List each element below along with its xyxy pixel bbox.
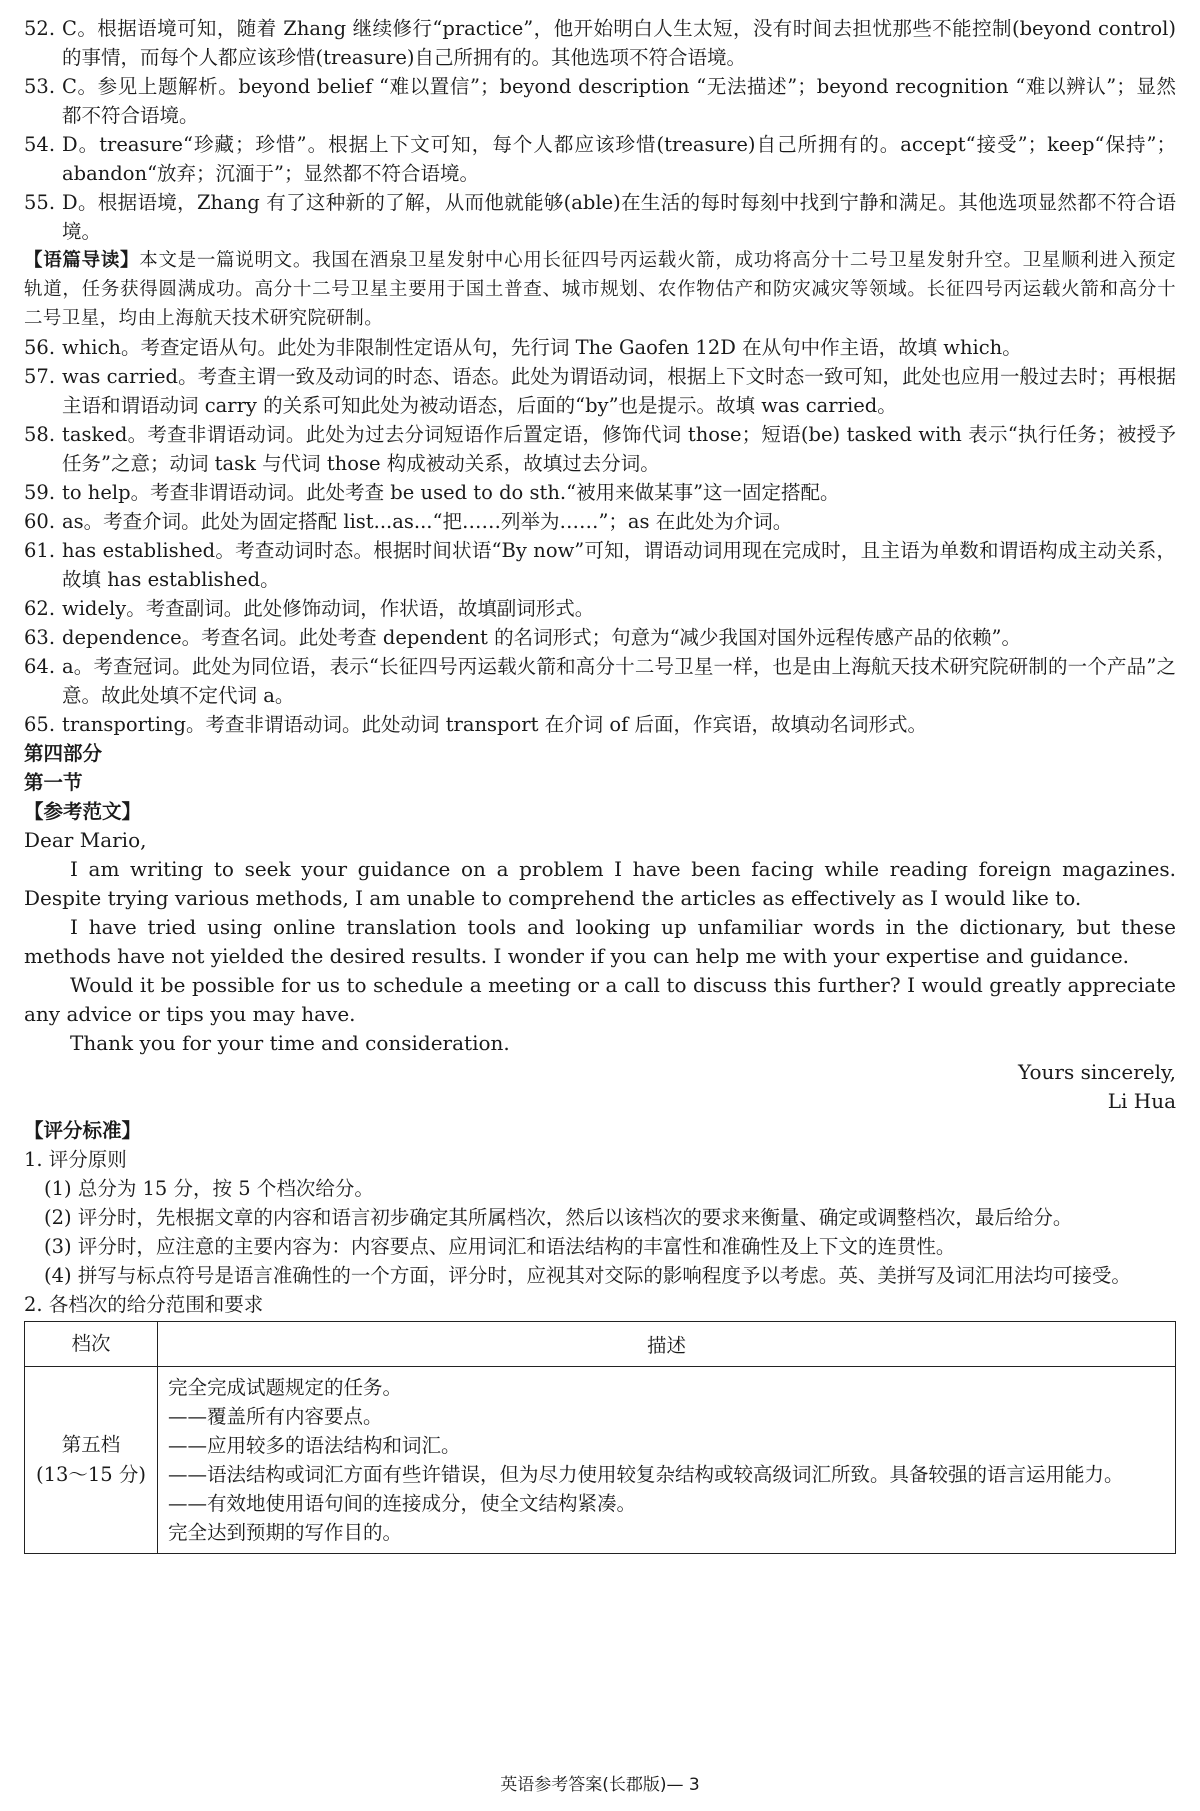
answer-number: 54. (24, 133, 56, 156)
answer-number: 65. (24, 713, 56, 736)
criteria-label: 【评分标准】 (24, 1119, 142, 1142)
description-line: 完全完成试题规定的任务。 (168, 1376, 403, 1399)
answer-item (24, 536, 1176, 594)
sample-label: 【参考范文】 (24, 800, 142, 823)
answer-item (24, 594, 1176, 623)
answer-item (24, 188, 1176, 246)
answer-text: has established。考查动词时态。根据时间状语“By now”可知，谓语动词用现在完成时，且主语为单数和谓语构成主动关系，故填 has established。 (62, 539, 1176, 591)
answer-item (24, 507, 1176, 536)
criteria-subitem: (4) 拼写与标点符号是语言准确性的一个方面，评分时，应视其对交际的影响程度予以考虑。英、美拼写及词汇用法均可接受。 (44, 1264, 1131, 1287)
answer-item (24, 333, 1176, 362)
criteria-subitem: (3) 评分时，应注意的主要内容为：内容要点、应用词汇和语法结构的丰富性和准确性及上下文的连贯性。 (44, 1235, 956, 1258)
description-cell (158, 1367, 1176, 1554)
answer-number: 63. (24, 626, 56, 649)
section-title: 第一节 (24, 771, 83, 794)
answer-item (24, 130, 1176, 188)
answer-text: a。考查冠词。此处为同位语，表示“长征四号丙运载火箭和高分十二号卫星一样，也是由上海航天技术研究院研制的一个产品”之意。故此处填不定代词 a。 (62, 655, 1176, 707)
letter-closing: Yours sincerely, (1018, 1060, 1176, 1084)
answer-text: transporting。考查非谓语动词。此处动词 transport 在介词 of 后面，作宾语，故填动名词形式。 (62, 713, 927, 736)
criteria-subitem: (1) 总分为 15 分，按 5 个档次给分。 (44, 1177, 374, 1200)
answer-page (24, 14, 1176, 1554)
letter-greeting: Dear Mario, (24, 828, 147, 852)
header-description: 描述 (158, 1322, 1176, 1367)
answer-item (24, 710, 1176, 739)
sample-letter (24, 826, 1176, 1116)
answer-number: 58. (24, 423, 56, 446)
description-line: ——覆盖所有内容要点。 (168, 1405, 383, 1428)
answer-item (24, 14, 1176, 72)
answer-text: tasked。考查非谓语动词。此处为过去分词短语作后置定语，修饰代词 those；短语(be) tasked with 表示“执行任务；被授予任务”之意；动词 task 与代词 those 构成被动关系，故填过去分词。 (62, 423, 1176, 475)
answer-text: dependence。考查名词。此处考查 dependent 的名词形式；句意为“减少我国对国外远程传感产品的依赖”。 (62, 626, 1022, 649)
answer-text: to help。考查非谓语动词。此处考查 be used to do sth.“被用来做某事”这一固定搭配。 (62, 481, 840, 504)
answer-number: 53. (24, 75, 56, 98)
table-row (25, 1367, 1176, 1554)
criteria-subitem: (2) 评分时，先根据文章的内容和语言初步确定其所属档次，然后以该档次的要求来衡量、确定或调整档次，最后给分。 (44, 1206, 1073, 1229)
answer-item (24, 420, 1176, 478)
part-title: 第四部分 (24, 742, 103, 765)
intro-text: 本文是一篇说明文。我国在酒泉卫星发射中心用长征四号丙运载火箭，成功将高分十二号卫星发射升空。卫星顺利进入预定轨道，任务获得圆满成功。高分十二号卫星主要用于国土普查、城市规划、农作物估产和防灾减灾等领域。长征四号丙运载火箭和高分十二号卫星，均由上海航天技术研究院研制。 (24, 250, 1176, 329)
scoring-principles (24, 1145, 1176, 1319)
answer-item (24, 478, 1176, 507)
level-range: (13～15 分) (35, 1463, 147, 1486)
intro-label: 【语篇导读】 (24, 250, 140, 271)
description-line: 完全达到预期的写作目的。 (168, 1521, 403, 1544)
letter-signature: Li Hua (1107, 1089, 1176, 1113)
answer-text: D。treasure“珍藏；珍惜”。根据上下文可知，每个人都应该珍惜(treasure)自己所拥有的。accept“接受”；keep“保持”；abandon“放弃；沉湎于”；显然都不符合语境。 (62, 133, 1176, 185)
answer-number: 56. (24, 336, 56, 359)
letter-paragraph: I have tried using online translation tools and looking up unfamiliar words in the dictionary, but these methods have not yielded the desired results. I wonder if you can help me with your expertise and guidance. (24, 915, 1176, 968)
description-line: ——语法结构或词汇方面有些许错误，但为尽力使用较复杂结构或较高级词汇所致。具备较强的语言运用能力。 (168, 1463, 1124, 1486)
description-line: ——应用较多的语法结构和词汇。 (168, 1434, 461, 1457)
criteria-item-1: 1. 评分原则 (24, 1148, 127, 1171)
answer-number: 52. (24, 17, 56, 40)
answer-number: 57. (24, 365, 56, 388)
answer-text: C。参见上题解析。beyond belief “难以置信”；beyond description “无法描述”；beyond recognition “难以辨认”；显然都不符合语境。 (62, 75, 1176, 127)
answer-text: which。考查定语从句。此处为非限制性定语从句，先行词 The Gaofen 12D 在从句中作主语，故填 which。 (62, 336, 1022, 359)
description-line: ——有效地使用语句间的连接成分，使全文结构紧凑。 (168, 1492, 637, 1515)
letter-paragraph: Thank you for your time and consideration. (70, 1031, 510, 1055)
answer-number: 55. (24, 191, 56, 214)
answer-number: 62. (24, 597, 56, 620)
answers-b (24, 333, 1176, 739)
answer-text: C。根据语境可知，随着 Zhang 继续修行“practice”，他开始明白人生太短，没有时间去担忧那些不能控制(beyond control)的事情，而每个人都应该珍惜(treasure)自己所拥有的。其他选项不符合语境。 (62, 17, 1176, 69)
answer-text: as。考查介词。此处为固定搭配 list...as...“把……列举为……”；as 在此处为介词。 (62, 510, 793, 533)
answer-item (24, 72, 1176, 130)
grading-table (24, 1321, 1176, 1554)
answers-a (24, 14, 1176, 246)
criteria-item-2: 2. 各档次的给分范围和要求 (24, 1293, 264, 1316)
page-footer: 英语参考答案(长郡版)— 3 (500, 1775, 700, 1795)
passage-intro (24, 246, 1176, 333)
level-name: 第五档 (61, 1433, 121, 1456)
answer-text: D。根据语境，Zhang 有了这种新的了解，从而他就能够(able)在生活的每时每刻中找到宁静和满足。其他选项显然都不符合语境。 (62, 191, 1176, 243)
answer-item (24, 362, 1176, 420)
letter-paragraph: I am writing to seek your guidance on a problem I have been facing while reading foreign magazines. Despite trying various methods, I am unable to comprehend the articles as effectively as I would like to. (24, 857, 1176, 910)
answer-number: 61. (24, 539, 56, 562)
letter-paragraph: Would it be possible for us to schedule a meeting or a call to discuss this further? I would greatly appreciate any advice or tips you may have. (24, 973, 1176, 1026)
answer-text: was carried。考查主谓一致及动词的时态、语态。此处为谓语动词，根据上下文时态一致可知，此处也应用一般过去时；再根据主语和谓语动词 carry 的关系可知此处为被动语态，后面的“by”也是提示。故填 was carried。 (62, 365, 1176, 417)
answer-number: 59. (24, 481, 56, 504)
answer-text: widely。考查副词。此处修饰动词，作状语，故填副词形式。 (62, 597, 595, 620)
answer-number: 64. (24, 655, 56, 678)
answer-item (24, 652, 1176, 710)
answer-number: 60. (24, 510, 56, 533)
table-header-row (25, 1322, 1176, 1367)
level-cell (25, 1367, 158, 1554)
answer-item (24, 623, 1176, 652)
header-level: 档次 (25, 1322, 158, 1367)
